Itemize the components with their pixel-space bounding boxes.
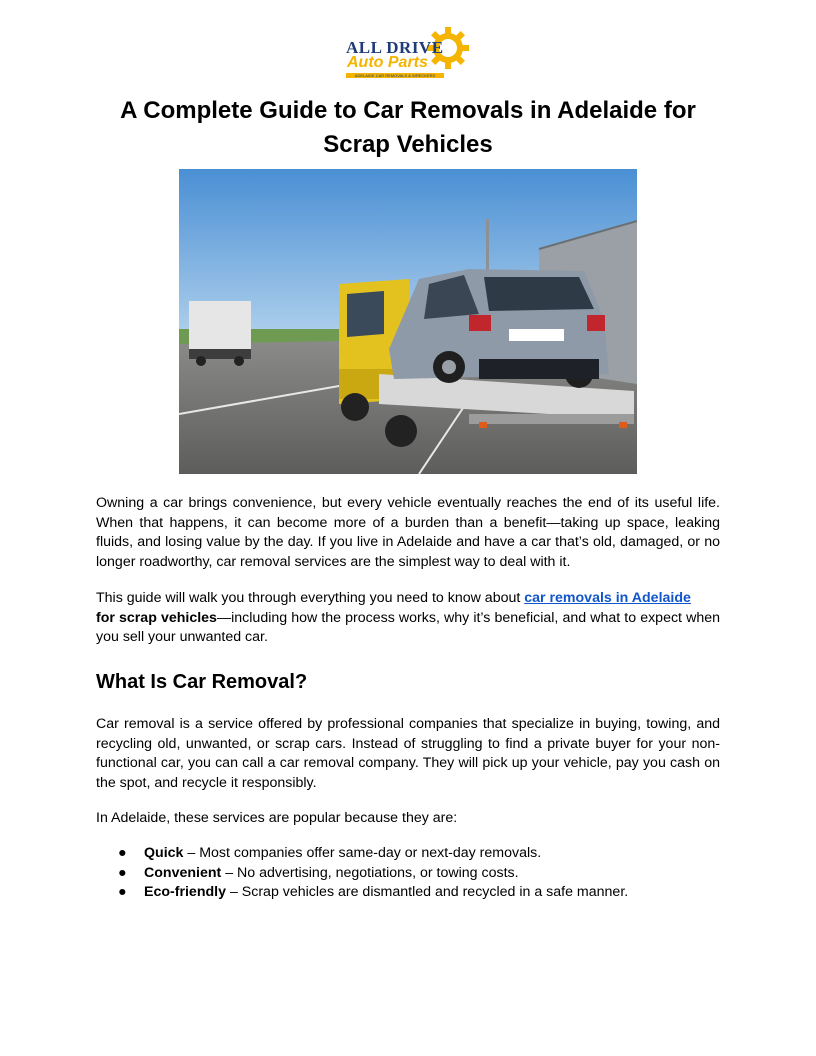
benefits-list: [96, 844, 720, 903]
list-item: [96, 864, 720, 884]
logo-text-secondary: Auto Parts: [347, 54, 428, 71]
hero-image: [179, 169, 637, 474]
bullet-icon: ●: [118, 845, 127, 861]
list-item-desc: – No advertising, negotiations, or towing costs.: [221, 864, 519, 881]
list-item: [96, 844, 720, 864]
intro-bold-phrase: for scrap vehicles: [96, 609, 217, 626]
intro-text-end: —including how the process works, why it’s beneficial, and what to expect when you sell your unwanted car.: [96, 609, 721, 645]
page-title: A Complete Guide to Car Removals in Adelaide for Scrap Vehicles: [120, 97, 696, 158]
bullet-icon: ●: [118, 864, 127, 881]
list-item-term: Quick: [144, 845, 184, 861]
list-item-term: Eco-friendly: [144, 884, 226, 900]
section-heading-car-removal: What Is Car Removal?: [96, 671, 308, 693]
section-paragraph-2: In Adelaide, these services are popular because they are:: [96, 810, 458, 826]
list-item: [96, 883, 720, 903]
bullet-icon: ●: [118, 884, 127, 900]
tow-truck-photo-icon: [179, 169, 637, 474]
logo-text-primary: ALL DRIVE: [346, 38, 444, 57]
brand-logo: [344, 26, 472, 84]
car-removals-adelaide-link[interactable]: car removals in Adelaide: [524, 590, 691, 606]
list-item-desc: – Most companies offer same-day or next-day removals.: [183, 845, 542, 861]
intro-paragraph-2: [96, 589, 720, 648]
intro-text-start: This guide will walk you through everything you need to know about: [96, 590, 525, 606]
list-item-desc: – Scrap vehicles are dismantled and recycled in a safe manner.: [226, 884, 629, 900]
logo-tagline: ADELAIDE CAR REMOVALS & WRECKERS: [346, 73, 444, 78]
section-paragraph-1: Car removal is a service offered by professional companies that specialize in buying, towing, and recycling old, unwanted, or scrap cars. Instead of struggling to find a private buyer for your non-functional car, you can call a car removal company. They will pick up your vehicle, pay you cash on the spot, and recycle it responsibly.: [96, 716, 720, 791]
intro-paragraph-1: Owning a car brings convenience, but every vehicle eventually reaches the end of its useful life. When that happens, it can become more of a burden than a benefit—taking up space, leaking fluids, and losing value by the day. If you live in Adelaide and have a car that’s old, damaged, or no longer roadworthy, car removal services are the simplest way to deal with it.: [96, 495, 720, 570]
list-item-term: Convenient: [144, 864, 222, 881]
